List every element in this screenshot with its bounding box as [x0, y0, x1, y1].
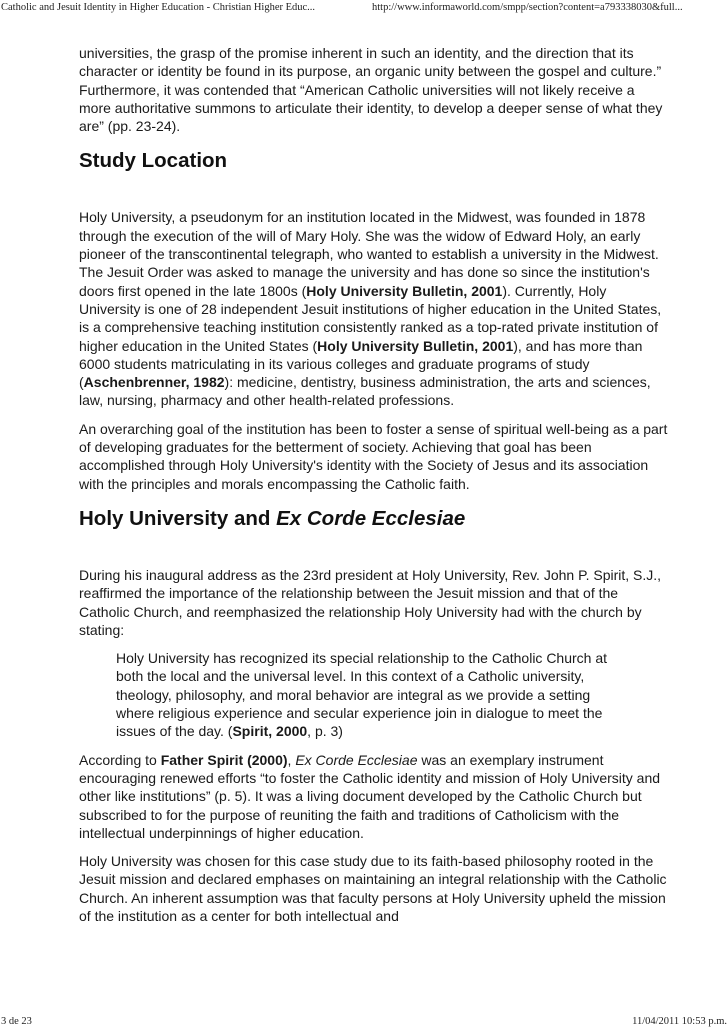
- case-study-paragraph: Holy University was chosen for this case study due to its faith-based philosophy rooted in the Jesuit mission and declared emphases on maintaining an integral relationship with the Catholic Church. An inherent assumption was that faculty persons at Holy University upheld the mission of the institution as a center for both intellectual and: [79, 853, 667, 924]
- page-number: 3 de 23: [1, 1016, 32, 1027]
- study-location-paragraph: [79, 208, 669, 409]
- citation: Spirit, 2000: [232, 723, 308, 740]
- text: ): medicine, dentistry, business administration, the arts and sciences, law, nursing, pharmacy and other health-related professions.: [79, 374, 651, 409]
- citation: Father Spirit (2000): [160, 751, 288, 768]
- heading-emphasis: Ex Corde Ecclesiae: [276, 506, 466, 530]
- article-body: [79, 44, 669, 935]
- text: ). Currently, Holy University is one of 28 independent Jesuit institutions of higher education in the United States, is a comprehensive teaching institution consistently ranked as a top-rated private institution of higher education in the United States (: [79, 282, 662, 354]
- goal-paragraph: An overarching goal of the institution has been to foster a sense of spiritual well-being as a part of developing graduates for the betterment of society. Achieving that goal has been accomplished through Holy University's identity with the Society of Jesus and its association with the principles and morals encompassing the Catholic faith.: [79, 420, 668, 492]
- text: ), and has more than 6000 students matriculating in its various colleges and graduate programs of study (: [79, 337, 643, 391]
- section-heading-ex-corde: [79, 507, 669, 531]
- ex-corde-paragraph: [79, 751, 669, 842]
- citation: Aschenbrenner, 1982: [83, 374, 225, 391]
- quote-text: , p. 3): [307, 723, 343, 740]
- citation: Holy University Bulletin, 2001: [317, 337, 514, 354]
- print-header: [0, 0, 728, 20]
- inaugural-paragraph: During his inaugural address as the 23rd president at Holy University, Rev. John P. Spirit, S.J., reaffirmed the importance of the relationship between the Jesuit mission and that of the Catholic Church, and reemphasized the relationship Holy University had with the church by stating:: [79, 566, 662, 638]
- page-url: http://www.informaworld.com/smpp/section?content=a793338030&full...: [372, 2, 683, 13]
- text: was an exemplary instrument encouraging renewed efforts “to foster the Catholic identity and mission of Holy University and other like institutions” (p. 5). It was a living document developed by the Catholic Church but subscribed to for the purpose of reuniting the faith and traditions of Catholicism with the intellectual underpinnings of higher education.: [79, 751, 661, 841]
- text: According to: [79, 751, 157, 768]
- intro-paragraph: universities, the grasp of the promise inherent in such an identity, and the direction that its character or identity be found in its purpose, an organic unity between the gospel and culture.” Furthermore, it was contended that “American Catholic universities will not likely receive a more authoritative summons to articulate their identity, to develop a deeper sense of what they are” (pp. 23-24).: [79, 45, 663, 135]
- citation: Holy University Bulletin, 2001: [306, 282, 503, 299]
- print-timestamp: 11/04/2011 10:53 p.m.: [632, 1016, 727, 1027]
- print-footer: [0, 1015, 728, 1031]
- quote-text: Holy University has recognized its special relationship to the Catholic Church at both the local and the universal level. In this context of a Catholic university, theology, philosophy, and moral behavior are integral as we provide a setting where religious experience and secular experience join in dialogue to meet the issues of the day. (: [116, 650, 608, 740]
- section-heading-study-location: Study Location: [79, 149, 228, 173]
- document-title: Ex Corde Ecclesiae: [295, 751, 418, 768]
- text: ,: [287, 751, 292, 768]
- text: Holy University, a pseudonym for an institution located in the Midwest, was founded in 1878 through the execution of the will of Mary Holy. She was the widow of Edward Holy, an early pioneer of the transcontinental telegraph, who wanted to establish a university in the Midwest. The Jesuit Order was asked to manage the university and has done so since the institution's doors first opened in the late 1800s (: [79, 209, 659, 299]
- block-quote: [116, 649, 616, 740]
- page-title: Catholic and Jesuit Identity in Higher Education - Christian Higher Educ...: [1, 2, 316, 13]
- heading-text: Holy University and: [79, 506, 271, 530]
